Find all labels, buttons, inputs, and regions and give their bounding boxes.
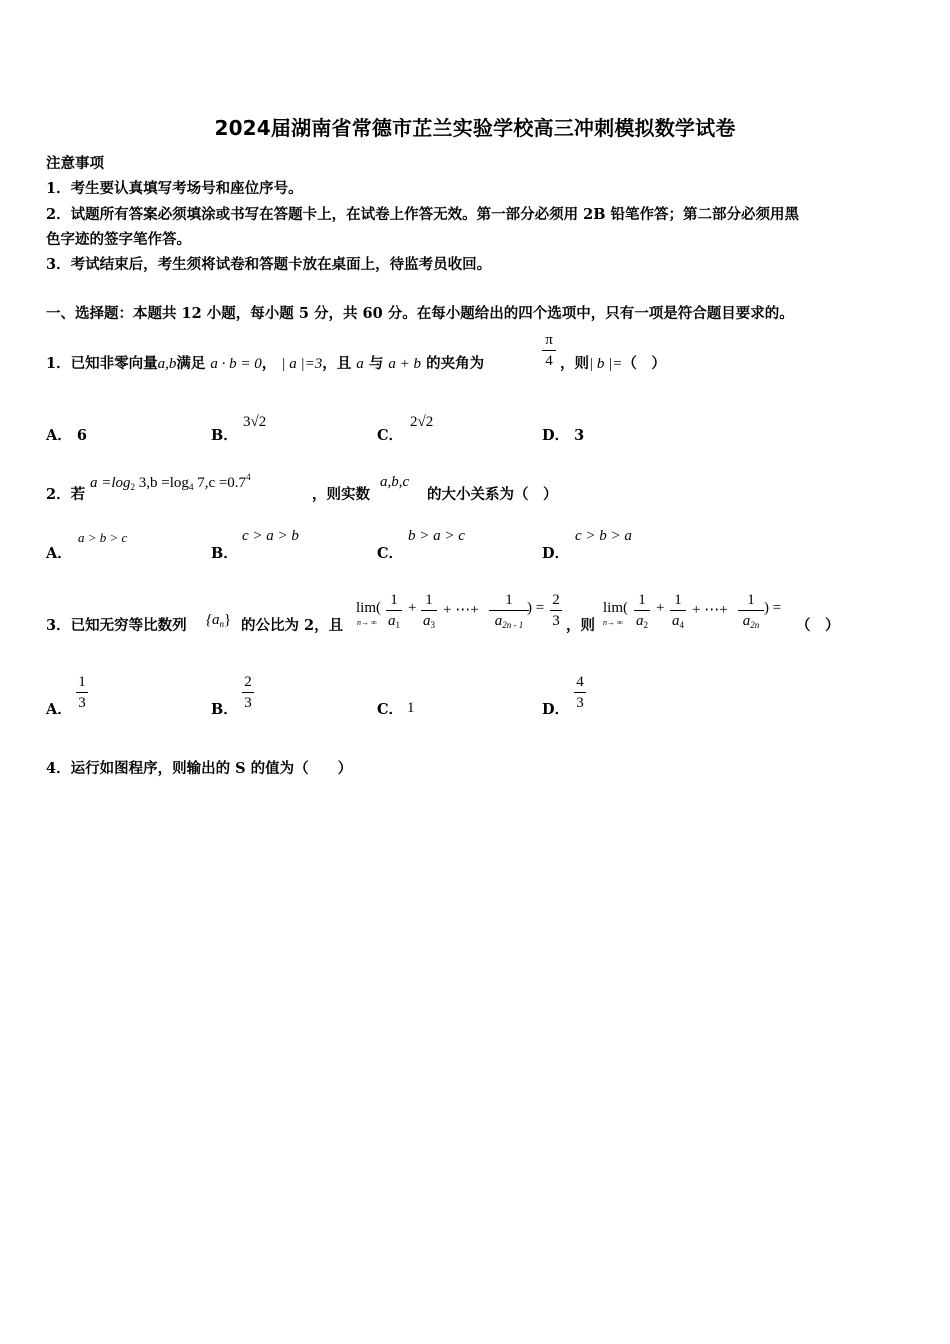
q2-expr-b: 3,b =log — [135, 475, 189, 491]
q3-text: 的公比为 2，且 — [241, 617, 344, 634]
q3-seq-open: {a — [206, 612, 220, 628]
q2-exponent: 4 — [246, 472, 251, 482]
question-1 — [46, 352, 484, 373]
q3-blank: （ ） — [796, 617, 840, 634]
q3-lim-1: lim( — [356, 600, 381, 616]
q3-frac-a4: 1 $a_4$ — [672, 592, 684, 630]
q3-lim-1-under: n→ ∞ — [357, 618, 377, 627]
q2-option-d-value: c > b > a — [575, 528, 632, 544]
q3-frac-a2n1: 1 $a_{2n - 1}$ — [489, 591, 529, 634]
q2-prefix: 2．若 — [46, 486, 86, 503]
q1-text: 1．已知非零向量 — [46, 355, 158, 372]
q2-text-b: 的大小关系为（ ） — [427, 486, 558, 503]
q1-text: 与 — [368, 355, 384, 372]
q3-plus-2: + — [656, 600, 665, 616]
q1-norm-b: | b |= — [589, 356, 623, 372]
denominator: 4 — [545, 353, 553, 369]
q1-option-b: B． — [211, 427, 238, 444]
q3-frac-a1: 1 $a_1$ — [388, 592, 400, 630]
q1-sum: a + b — [388, 356, 422, 372]
notice-item: 2．试题所有答案必须填涂或书写在答题卡上，在试卷上作答无效。第一部分必须用 2B 铅笔作答；第二部分必须用黑 — [46, 206, 800, 223]
q2-variables: a,b,c — [380, 474, 410, 490]
q3-option-a: A． — [46, 701, 72, 718]
q3-plus: + — [408, 600, 417, 616]
q3-option-b-value: 2 3 — [242, 673, 254, 712]
notice-item: 色字迹的签字笔作答。 — [46, 231, 191, 248]
q2-option-b: B． — [211, 545, 238, 562]
q1-option-a: A． 6 — [46, 427, 87, 444]
q1-angle-fraction — [542, 331, 556, 370]
notice-item: 1．考生要认真填写考场号和座位序号。 — [46, 180, 303, 197]
question-4: 4．运行如图程序，则输出的 S 的值为（ ） — [46, 760, 353, 777]
q2-text — [312, 483, 370, 504]
numerator: π — [545, 332, 553, 348]
q3-frac-a2: 1 $a_2$ — [636, 592, 648, 630]
q3-lim-2-under: n→ ∞ — [603, 618, 623, 627]
section-heading: 一、选择题：本题共 12 小题，每小题 5 分，共 60 分。在每小题给出的四个选项中，只有一项是符合题目要求的。 — [46, 305, 794, 322]
q2-option-a-value: a > b > c — [78, 530, 128, 545]
q3-frac-a2n: 1 $a_{2n}$ — [738, 591, 764, 634]
q3-prefix: 3．已知无穷等比数列 — [46, 617, 187, 634]
page-title: 2024届湖南省常德市芷兰实验学校高三冲刺模拟数学试卷 — [214, 116, 736, 140]
q2-expr-a: a =log — [90, 475, 131, 491]
q1-option-c: C． — [377, 427, 404, 444]
q3-frac-two-thirds: 2 3 — [550, 591, 562, 630]
q3-frac-a3: 1 $a_3$ — [423, 592, 435, 630]
q3-option-d: D． — [542, 701, 570, 718]
q3-option-a-value: 1 3 — [76, 673, 88, 712]
q1-norm-a: | a |=3 — [281, 356, 323, 372]
q1-text: ，则 — [560, 355, 589, 372]
q3-seq-sub: n — [219, 619, 224, 629]
q1-separator: ， — [261, 355, 277, 372]
q3-dots-2: + ⋯+ — [692, 602, 728, 618]
q2-option-c-value: b > a > c — [408, 528, 465, 544]
q1-option-c-value: 2√2 — [410, 414, 434, 430]
q3-seq-close: } — [224, 612, 232, 628]
q1-text: 的夹角为 — [426, 355, 485, 372]
q2-text-a: ，则实数 — [312, 486, 370, 503]
q3-equals: ) = — [527, 600, 545, 616]
q3-option-d-value: 4 3 — [574, 673, 586, 712]
q2-base-2: 2 — [130, 482, 136, 492]
q1-text: 满足 — [176, 355, 206, 372]
q1-text: ，且 — [322, 355, 352, 372]
q2-option-a: A． — [46, 545, 72, 562]
q1-option-b-value: 3√2 — [243, 414, 267, 430]
q2-option-c: C． — [377, 545, 404, 562]
q2-expression — [90, 472, 251, 492]
q1-dot-product: a · b = 0 — [210, 356, 262, 372]
q3-option-c: C． — [377, 701, 404, 718]
q2-option-d: D． — [542, 545, 570, 562]
q1-option-d: D． 3 — [542, 427, 585, 444]
q2-base-4: 4 — [188, 482, 194, 492]
q1-vectors: a,b — [157, 356, 177, 372]
notice-item: 3．考试结束后，考生须将试卷和答题卡放在桌面上，待监考员收回。 — [46, 256, 492, 273]
q3-lim-2: lim( — [603, 600, 628, 616]
q1-a: a — [356, 356, 364, 372]
q1-blank: （ ） — [622, 355, 666, 372]
q2-option-b-value: c > a > b — [242, 528, 299, 544]
notice-heading: 注意事项 — [46, 155, 104, 172]
q3-then: ，则 — [566, 617, 595, 634]
q3-option-b: B． — [211, 701, 238, 718]
q1-tail — [560, 352, 666, 373]
q2-expr-c: 7,c =0.7 — [193, 475, 247, 491]
q3-option-c-value: 1 — [407, 700, 415, 716]
q3-dots: + ⋯+ — [443, 602, 479, 618]
q3-equals-2: ) = — [764, 600, 782, 616]
q3-sequence — [206, 612, 231, 629]
